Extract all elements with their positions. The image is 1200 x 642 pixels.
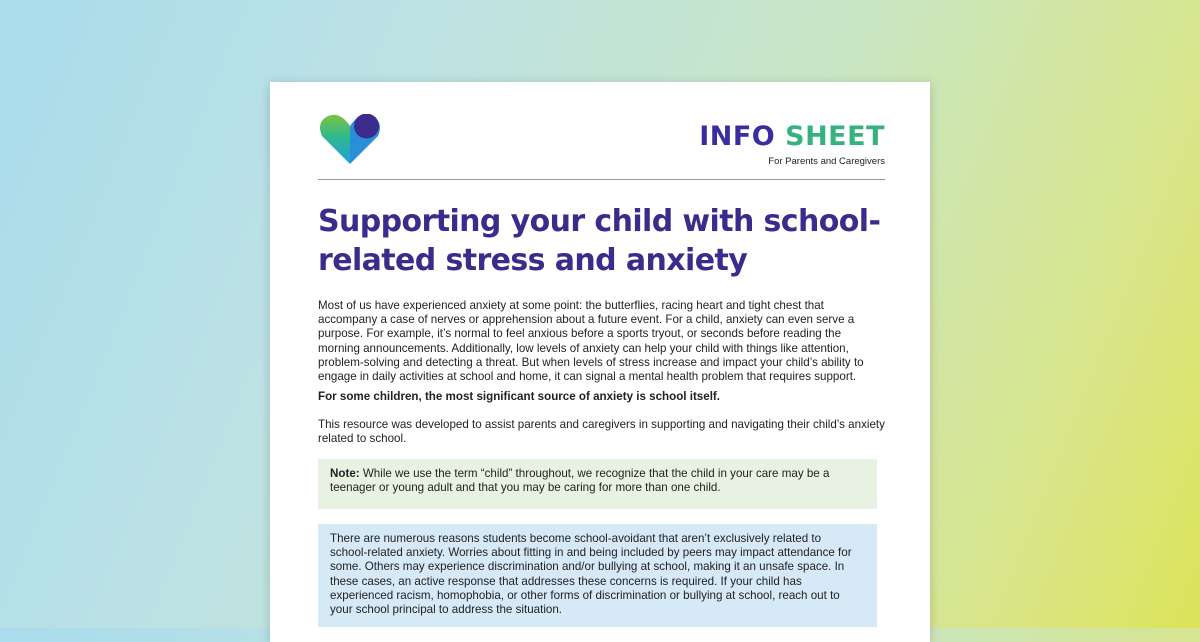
- title-word-sheet: SHEET: [785, 121, 885, 152]
- purpose-paragraph: This resource was developed to assist parents and caregivers in supporting and navigating their child’s anxiety related to school.: [318, 418, 885, 446]
- title-word-info: INFO: [699, 121, 776, 152]
- header-divider: [318, 179, 885, 180]
- info-sheet-header: [699, 122, 885, 167]
- info-sheet-page: [270, 82, 930, 642]
- note-text: While we use the term “child” throughout, we recognize that the child in your care may be a teenager or young adult and that you may be caring for more than one child.: [330, 467, 830, 495]
- page-headline: Supporting your child with school-related stress and anxiety: [318, 204, 881, 278]
- school-avoidance-info-box: There are numerous reasons students become school-avoidant that aren’t exclusively related to school-related anxiety. Worries about fitting in and being included by peers may impact attendance for some. Others may experience discrimination and/or bullying at school, making it an unsafe space. In these cases, an active response that addresses these concerns is required. If your child has experienced racism, homophobia, or other forms of discrimination or bullying at school, reach out to your school principal to address the situation.: [318, 524, 877, 627]
- note-box: [318, 459, 877, 509]
- note-label: Note:: [330, 467, 360, 480]
- info-sheet-title: [699, 122, 885, 152]
- heart-logo-icon: [318, 114, 384, 166]
- emphasis-paragraph: For some children, the most significant source of anxiety is school itself.: [318, 390, 721, 403]
- intro-paragraph: Most of us have experienced anxiety at some point: the butterflies, racing heart and tight chest that accompany a case of nerves or apprehension about a future event. For a child, anxiety can even serve a purpose. For example, it’s normal to feel anxious before a sports tryout, or seconds before reading the morning announcements. Additionally, low levels of anxiety can help your child with things like attention, problem-solving and detecting a threat. But when levels of stress increase and impact your child’s ability to engage in daily activities at school and home, it can signal a mental health problem that requires support.: [318, 299, 864, 384]
- audience-subtitle: For Parents and Caregivers: [768, 156, 885, 167]
